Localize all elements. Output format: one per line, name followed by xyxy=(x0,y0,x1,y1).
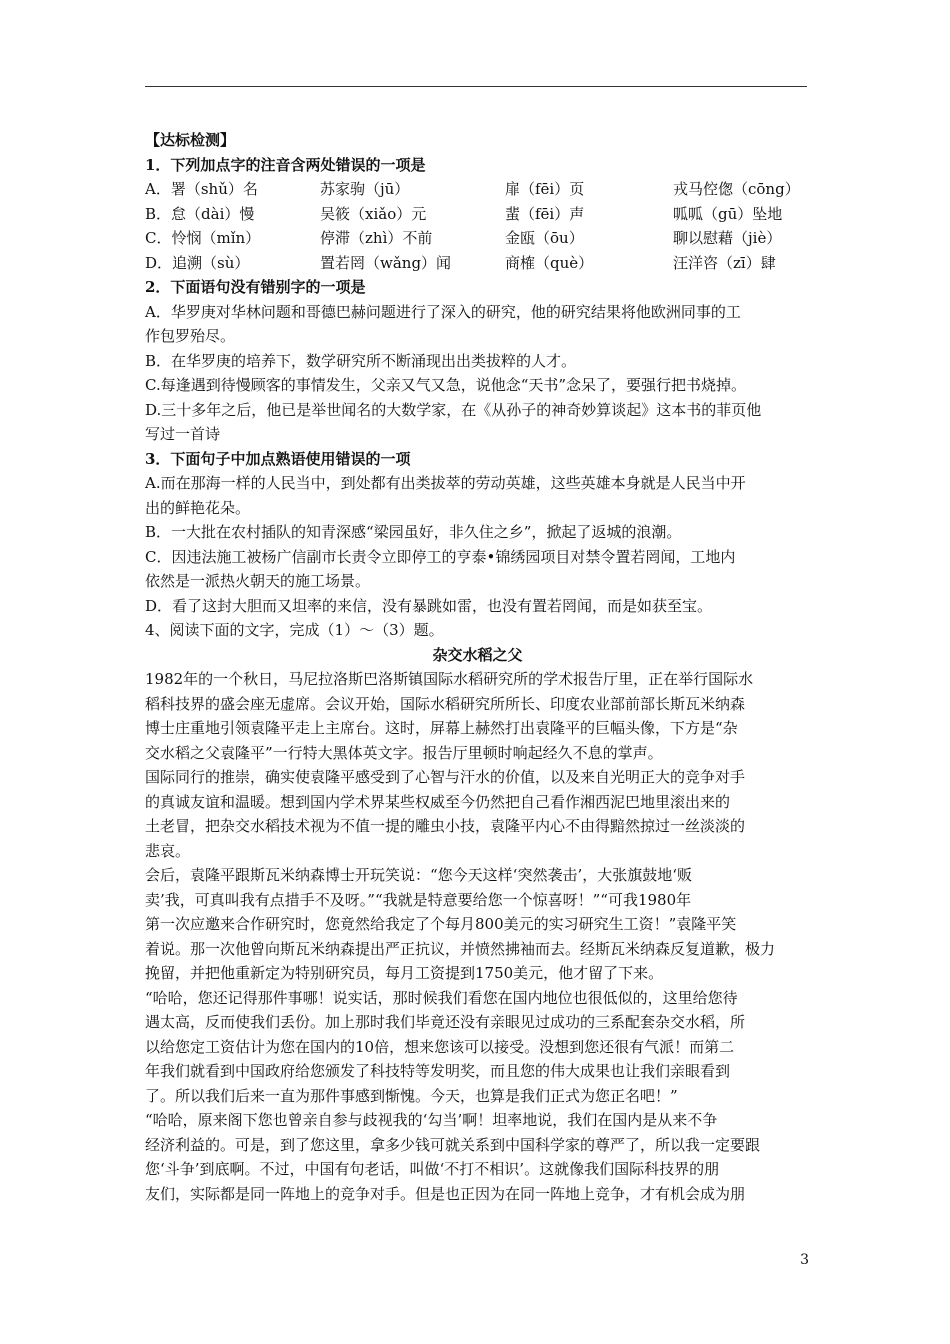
option-cell: 吴筱（xiǎo）元 xyxy=(320,204,427,223)
option-cell: 苏家驹（jū） xyxy=(320,180,410,198)
text-line: “哈哈，原来阁下您也曾亲自参与歧视我的‘勾当’啊！坦率地说，我们在国内是从来不争 xyxy=(145,1111,718,1129)
option-cell: A．署（shǔ）名 xyxy=(145,180,258,198)
text-line: 出的鲜艳花朵。 xyxy=(145,498,251,517)
text-line: 了。所以我们后来一直为那件事感到惭愧。今天，也算是我们正式为您正名吧！” xyxy=(145,1086,678,1105)
text-line: D．看了这封大胆而又坦率的来信，没有暴跳如雷，也没有置若罔闻，而是如获至宝。 xyxy=(145,596,713,615)
option-cell: 聊以慰藉（jiè） xyxy=(673,229,782,247)
text-line: 经济利益的。可是，到了您这里，拿多少钱可就关系到中国科学家的尊严了，所以我一定要跟 xyxy=(145,1135,761,1154)
text-line: 着说。那一次他曾向斯瓦米纳森提出严正抗议，并愤然拂袖而去。经斯瓦米纳森反复道歉，极力 xyxy=(145,939,776,958)
text-line: 交水稻之父袁隆平”一行特大黑体英文字。报告厅里顿时响起经久不息的掌声。 xyxy=(145,743,663,762)
text-line: 挽留，并把他重新定为特别研究员，每月工资提到1750美元，他才留了下来。 xyxy=(145,964,664,982)
question-4-stem: 4、阅读下面的文字，完成（1）～（3）题。 xyxy=(145,621,444,639)
q1-option-a xyxy=(145,177,810,202)
text-line: A．华罗庚对华林问题和哥德巴赫问题进行了深入的研究，他的研究结果将他欧洲同事的工 xyxy=(145,302,741,321)
text-line: 写过一首诗 xyxy=(145,425,221,443)
document-body xyxy=(145,128,810,1206)
option-cell: 金瓯（ōu） xyxy=(505,229,584,247)
option-cell: 停滞（zhì）不前 xyxy=(320,229,433,247)
q1-option-b xyxy=(145,202,810,227)
text-line: 国际同行的推崇，确实使袁隆平感受到了心智与汗水的价值，以及来自光明正大的竞争对手 xyxy=(145,768,746,786)
option-cell: B．怠（dài）慢 xyxy=(145,204,255,223)
text-line: 1982年的一个秋日，马尼拉洛斯巴洛斯镇国际水稻研究所的学术报告厅里，正在举行国际水 xyxy=(145,670,754,688)
text-line: “哈哈，您还记得那件事哪！说实话，那时候我们看您在国内地位也很低似的，这里给您待 xyxy=(145,988,738,1007)
text-line: 您‘斗争’到底啊。不过，中国有句老话，叫做‘不打不相识’。这就像我们国际科技界的朋 xyxy=(145,1160,720,1178)
text-line: 博士庄重地引领袁隆平走上主席台。这时，屏幕上赫然打出袁隆平的巨幅头像，下方是“杂 xyxy=(145,719,738,737)
q1-option-c xyxy=(145,226,810,251)
text-line: 卖’我，可真叫我有点措手不及呀。”“我就是特意要给您一个惊喜呀！”“可我1980年 xyxy=(145,890,692,909)
header-rule xyxy=(145,86,807,87)
text-line: 会后，袁隆平跟斯瓦米纳森博士开玩笑说：“您今天这样‘突然袭击’，大张旗鼓地‘贩 xyxy=(145,866,692,884)
text-line: C．因违法施工被杨广信副市长责令立即停工的亨泰•锦绣园项目对禁令置若罔闻，工地内 xyxy=(145,547,736,566)
option-cell: 呱呱（gū）坠地 xyxy=(673,204,783,223)
question-1-stem: 1．下列加点字的注音含两处错误的一项是 xyxy=(145,155,426,174)
text-line: 的真诚友谊和温暖。想到国内学术界某些权威至今仍然把自己看作湘西泥巴地里滚出来的 xyxy=(145,792,731,811)
text-line: B．在华罗庚的培养下，数学研究所不断涌现出出类拔粹的人才。 xyxy=(145,351,577,370)
text-line: 以给您定工资估计为您在国内的10倍，想来您该可以接受。没想到您还很有气派！而第二 xyxy=(145,1037,735,1056)
text-line: 作包罗殆尽。 xyxy=(145,327,236,345)
text-line: A.而在那海一样的人民当中，到处都有出类拔萃的劳动英雄，这些英雄本身就是人民当中开 xyxy=(145,474,746,492)
text-line: 稻科技界的盛会座无虚席。会议开始，国际水稻研究所所长、印度农业部前部长斯瓦米纳森 xyxy=(145,694,746,713)
text-line: 土老冒，把杂交水稻技术视为不值一提的雕虫小技，袁隆平内心不由得黯然掠过一丝淡淡的 xyxy=(145,817,746,835)
text-line: B．一大批在农村插队的知青深感“梁园虽好，非久住之乡”，掀起了返城的浪潮。 xyxy=(145,523,682,541)
question-3-stem: 3．下面句子中加点熟语使用错误的一项 xyxy=(145,449,411,468)
option-cell: C．怜悯（mǐn） xyxy=(145,229,261,247)
option-cell: 置若罔（wǎng）闻 xyxy=(320,253,452,272)
text-line: 遇太高，反而使我们丢份。加上那时我们毕竟还没有亲眼见过成功的三系配套杂交水稻，所 xyxy=(145,1013,746,1031)
text-line: 依然是一派热火朝天的施工场景。 xyxy=(145,572,371,590)
option-cell: 戎马倥偬（cōng） xyxy=(673,180,800,198)
text-line: 第一次应邀来合作研究时，您竟然给我定了个每月800美元的实习研究生工资！”袁隆平笑 xyxy=(145,915,737,933)
option-cell: 蜚（fēi）声 xyxy=(505,204,585,223)
text-line: 年我们就看到中国政府给您颁发了科技特等发明奖，而且您的伟大成果也让我们亲眼看到 xyxy=(145,1062,731,1080)
q1-option-d xyxy=(145,251,810,276)
text-line: 友们，实际都是同一阵地上的竞争对手。但是也正因为在同一阵地上竞争，才有机会成为朋 xyxy=(145,1184,746,1203)
option-cell: 商榷（què） xyxy=(505,253,594,272)
text-line: D.三十多年之后，他已是举世闻名的大数学家，在《从孙子的神奇妙算谈起》这本书的菲页他 xyxy=(145,400,762,419)
option-cell: 汪洋咨（zī）肆 xyxy=(673,253,776,272)
text-line: 悲哀。 xyxy=(145,841,191,860)
question-2-stem: 2．下面语句没有错别字的一项是 xyxy=(145,278,366,296)
option-cell: D．追溯（sù） xyxy=(145,253,250,272)
article-title: 杂交水稻之父 xyxy=(432,645,523,664)
page-number: 3 xyxy=(800,1252,809,1268)
option-cell: 扉（fēi）页 xyxy=(505,180,585,198)
text-line: C.每逢遇到待慢顾客的事情发生，父亲又气又急，说他念“天书”念呆了，要强行把书烧掉。 xyxy=(145,376,747,394)
section-title: 【达标检测】 xyxy=(145,131,236,149)
